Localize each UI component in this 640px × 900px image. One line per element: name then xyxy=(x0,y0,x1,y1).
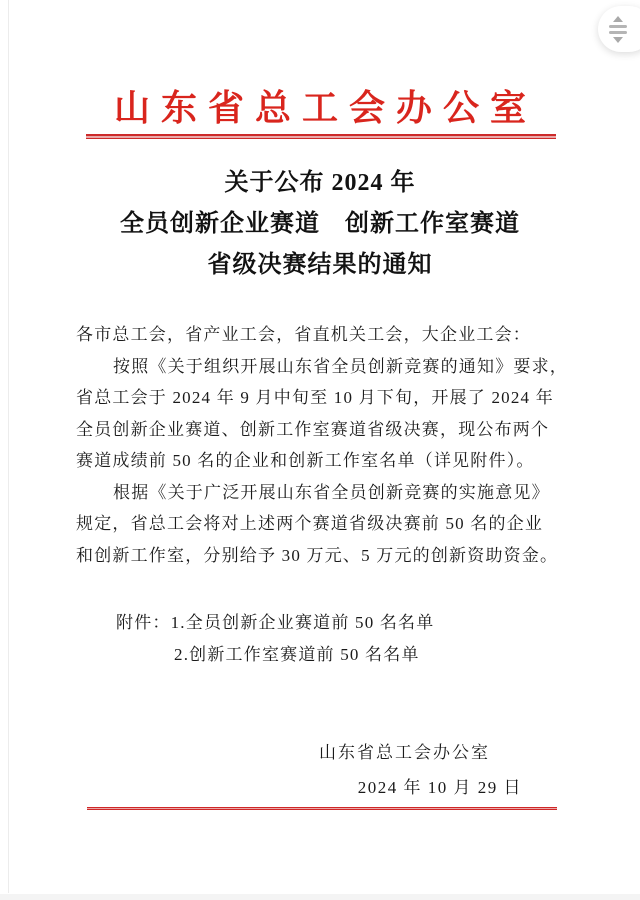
body-line: 省总工会于 2024 年 9 月中旬至 10 月下旬，开展了 2024 年 xyxy=(76,388,554,407)
grip-line-icon xyxy=(609,25,627,28)
body-line: 赛道成绩前 50 名的企业和创新工作室名单（详见附件）。 xyxy=(76,451,535,470)
attachment-item-2: 2.创新工作室赛道前 50 名名单 xyxy=(174,645,420,664)
document-body xyxy=(76,319,566,571)
attachment-item-1: 附件：1.全员创新企业赛道前 50 名名单 xyxy=(116,613,435,632)
document-title xyxy=(0,163,640,286)
body-line: 规定，省总工会将对上述两个赛道省级决赛前 50 名的企业 xyxy=(76,514,544,533)
grip-line-icon xyxy=(609,31,627,34)
scroll-indicator-button[interactable] xyxy=(598,6,640,52)
attachments-list xyxy=(76,607,566,671)
document-title-line-2: 全员创新企业赛道 创新工作室赛道 xyxy=(120,211,520,237)
salutation-line: 各市总工会，省产业工会，省直机关工会，大企业工会： xyxy=(76,325,531,344)
issuing-organization-header: 山东省总工会办公室 xyxy=(113,88,537,128)
page-bottom-edge xyxy=(0,894,640,900)
signature-organization: 山东省总工会办公室 xyxy=(319,743,490,762)
footer-red-rule xyxy=(87,807,557,810)
document-title-line-1: 关于公布 2024 年 xyxy=(224,170,416,196)
body-line: 按照《关于组织开展山东省全员创新竞赛的通知》要求， xyxy=(113,356,568,376)
scroll-up-triangle-icon xyxy=(613,16,623,22)
scroll-down-triangle-icon xyxy=(613,37,623,43)
document-title-line-3: 省级决赛结果的通知 xyxy=(207,252,433,278)
body-line: 和创新工作室，分别给予 30 万元、5 万元的创新资助资金。 xyxy=(76,545,559,565)
body-line: 全员创新企业赛道、创新工作室赛道省级决赛，现公布两个 xyxy=(76,419,550,439)
page-left-edge xyxy=(8,0,9,893)
header-red-rule xyxy=(86,134,556,139)
body-line: 根据《关于广泛开展山东省全员创新竞赛的实施意见》 xyxy=(113,482,550,502)
signature-date: 2024 年 10 月 29 日 xyxy=(357,778,522,797)
